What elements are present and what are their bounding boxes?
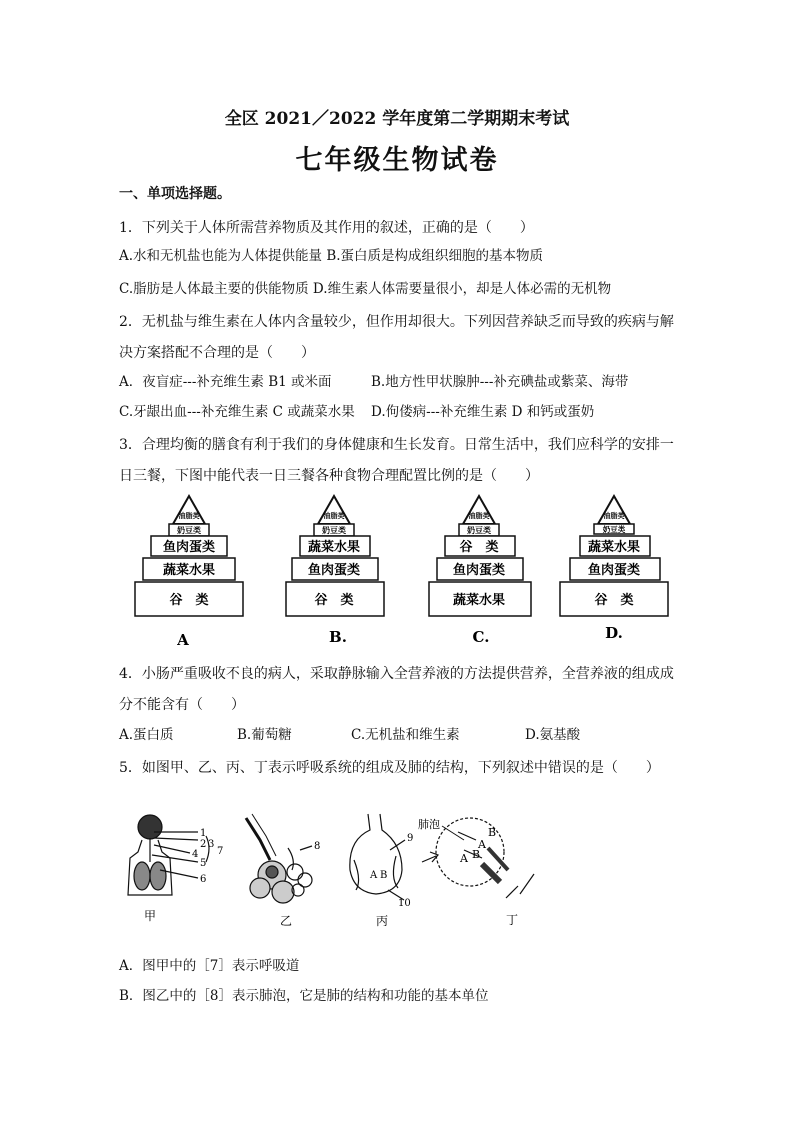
exam-title: 七年级生物试卷 (295, 145, 499, 176)
q2-option-b: B.地方性甲状腺肿---补充碘盐或紫菜、海带 (371, 374, 629, 390)
food-pyramid-c (427, 492, 535, 656)
figure-yi-alveoli (246, 814, 312, 903)
food-pyramid-b (284, 492, 388, 656)
q4-option-a: A.蛋白质 (119, 727, 174, 743)
q2-option-a: A．夜盲症---补充维生素 B1 或米面 (119, 374, 332, 390)
label-bing-a: A (370, 870, 378, 881)
food-pyramid-a (133, 492, 245, 656)
level-dairy: 奶豆类 (177, 525, 201, 535)
level-dairy: 奶豆类 (467, 525, 491, 535)
label-2: 2 (200, 839, 207, 850)
level-fats: 油脂类 (603, 511, 625, 520)
level-fats: 油脂类 (468, 511, 490, 520)
level-meat: 鱼肉蛋类 (162, 540, 216, 555)
q5-option-a: A．图甲中的［7］表示呼吸道 (119, 958, 300, 974)
label-10: 10 (398, 898, 411, 909)
figure-ding-exchange (436, 818, 534, 898)
q4-stem-line2: 分不能含有（ ） (119, 697, 245, 713)
label-ding-a1: A (478, 838, 486, 851)
q1-stem: 1．下列关于人体所需营养物质及其作用的叙述，正确的是（ ） (119, 220, 534, 236)
level-dairy: 奶豆类 (602, 525, 626, 534)
label-ding-b1: B (488, 826, 497, 839)
label-bing: 丙 (376, 914, 389, 928)
level-meat: 鱼肉蛋类 (452, 563, 506, 578)
q1-options-ab: A.水和无机盐也能为人体提供能量 B.蛋白质是构成组织细胞的基本物质 (119, 248, 544, 264)
q2-stem-line1: 2．无机盐与维生素在人体内含量较少，但作用却很大。下列因营养缺乏而导致的疾病与解 (119, 314, 674, 330)
label-7: 7 (217, 846, 224, 857)
q2-option-c: C.牙龈出血---补充维生素 C 或蔬菜水果 (119, 404, 355, 420)
label-jia: 甲 (144, 909, 157, 923)
level-veg: 蔬菜水果 (162, 563, 216, 578)
q4-option-b: B.葡萄糖 (237, 727, 292, 743)
label-ding-b2: B (472, 848, 481, 861)
label-ding: 丁 (506, 913, 519, 927)
pyramid-label: D. (605, 624, 623, 642)
label-ding-a2: A (460, 852, 468, 865)
level-grain: 谷 类 (594, 593, 634, 608)
label-3: 3 (208, 839, 215, 850)
level-meat: 鱼肉蛋类 (307, 563, 361, 578)
food-pyramid-d (558, 492, 670, 656)
q4-option-c: C.无机盐和维生素 (351, 727, 460, 743)
label-6: 6 (200, 874, 207, 885)
pyramid-label: B. (329, 628, 347, 646)
pyramid-label: C. (472, 628, 490, 646)
respiratory-figure (120, 800, 560, 944)
q2-stem-line2: 决方案搭配不合理的是（ ） (119, 345, 315, 361)
q3-stem-line2: 日三餐，下图中能代表一日三餐各种食物合理配置比例的是（ ） (119, 468, 539, 484)
level-veg: 蔬菜水果 (587, 540, 641, 555)
q3-stem-line1: 3．合理均衡的膳食有利于我们的身体健康和生长发育。日常生活中，我们应科学的安排一 (119, 437, 674, 453)
q1-options-cd: C.脂肪是人体最主要的供能物质 D.维生素人体需要量很小，却是人体必需的无机物 (119, 281, 612, 297)
q4-stem-line1: 4．小肠严重吸收不良的病人，采取静脉输入全营养液的方法提供营养，全营养液的组成成 (119, 666, 674, 682)
exam-header-line: 全区 2021／2022 学年度第二学期期末考试 (224, 109, 570, 129)
figure-bing-alveolus (350, 814, 405, 900)
level-dairy: 奶豆类 (322, 525, 346, 535)
level-fats: 油脂类 (178, 511, 200, 520)
level-fats: 油脂类 (323, 511, 345, 520)
label-5: 5 (200, 858, 207, 869)
pyramid-label: A (177, 631, 189, 649)
level-grain: 谷 类 (459, 540, 499, 555)
label-bing-b: B (380, 870, 388, 881)
label-9: 9 (407, 833, 414, 844)
level-meat: 鱼肉蛋类 (587, 563, 641, 578)
q5-stem: 5．如图甲、乙、丙、丁表示呼吸系统的组成及肺的结构，下列叙述中错误的是（ ） (119, 760, 660, 776)
q4-option-d: D.氨基酸 (525, 727, 581, 743)
section-title: 一、单项选择题。 (119, 186, 231, 202)
level-veg: 蔬菜水果 (452, 593, 506, 608)
q5-option-b: B．图乙中的［8］表示肺泡，它是肺的结构和功能的基本单位 (119, 988, 489, 1004)
q2-option-d: D.佝偻病---补充维生素 D 和钙或蛋奶 (371, 404, 595, 420)
level-veg: 蔬菜水果 (307, 540, 361, 555)
level-grain: 谷 类 (169, 593, 209, 608)
level-grain: 谷 类 (314, 593, 354, 608)
label-8: 8 (314, 841, 321, 852)
label-4: 4 (192, 849, 199, 860)
label-1: 1 (200, 828, 207, 839)
label-yi: 乙 (280, 914, 293, 928)
label-feipao: 肺泡 (418, 818, 440, 831)
